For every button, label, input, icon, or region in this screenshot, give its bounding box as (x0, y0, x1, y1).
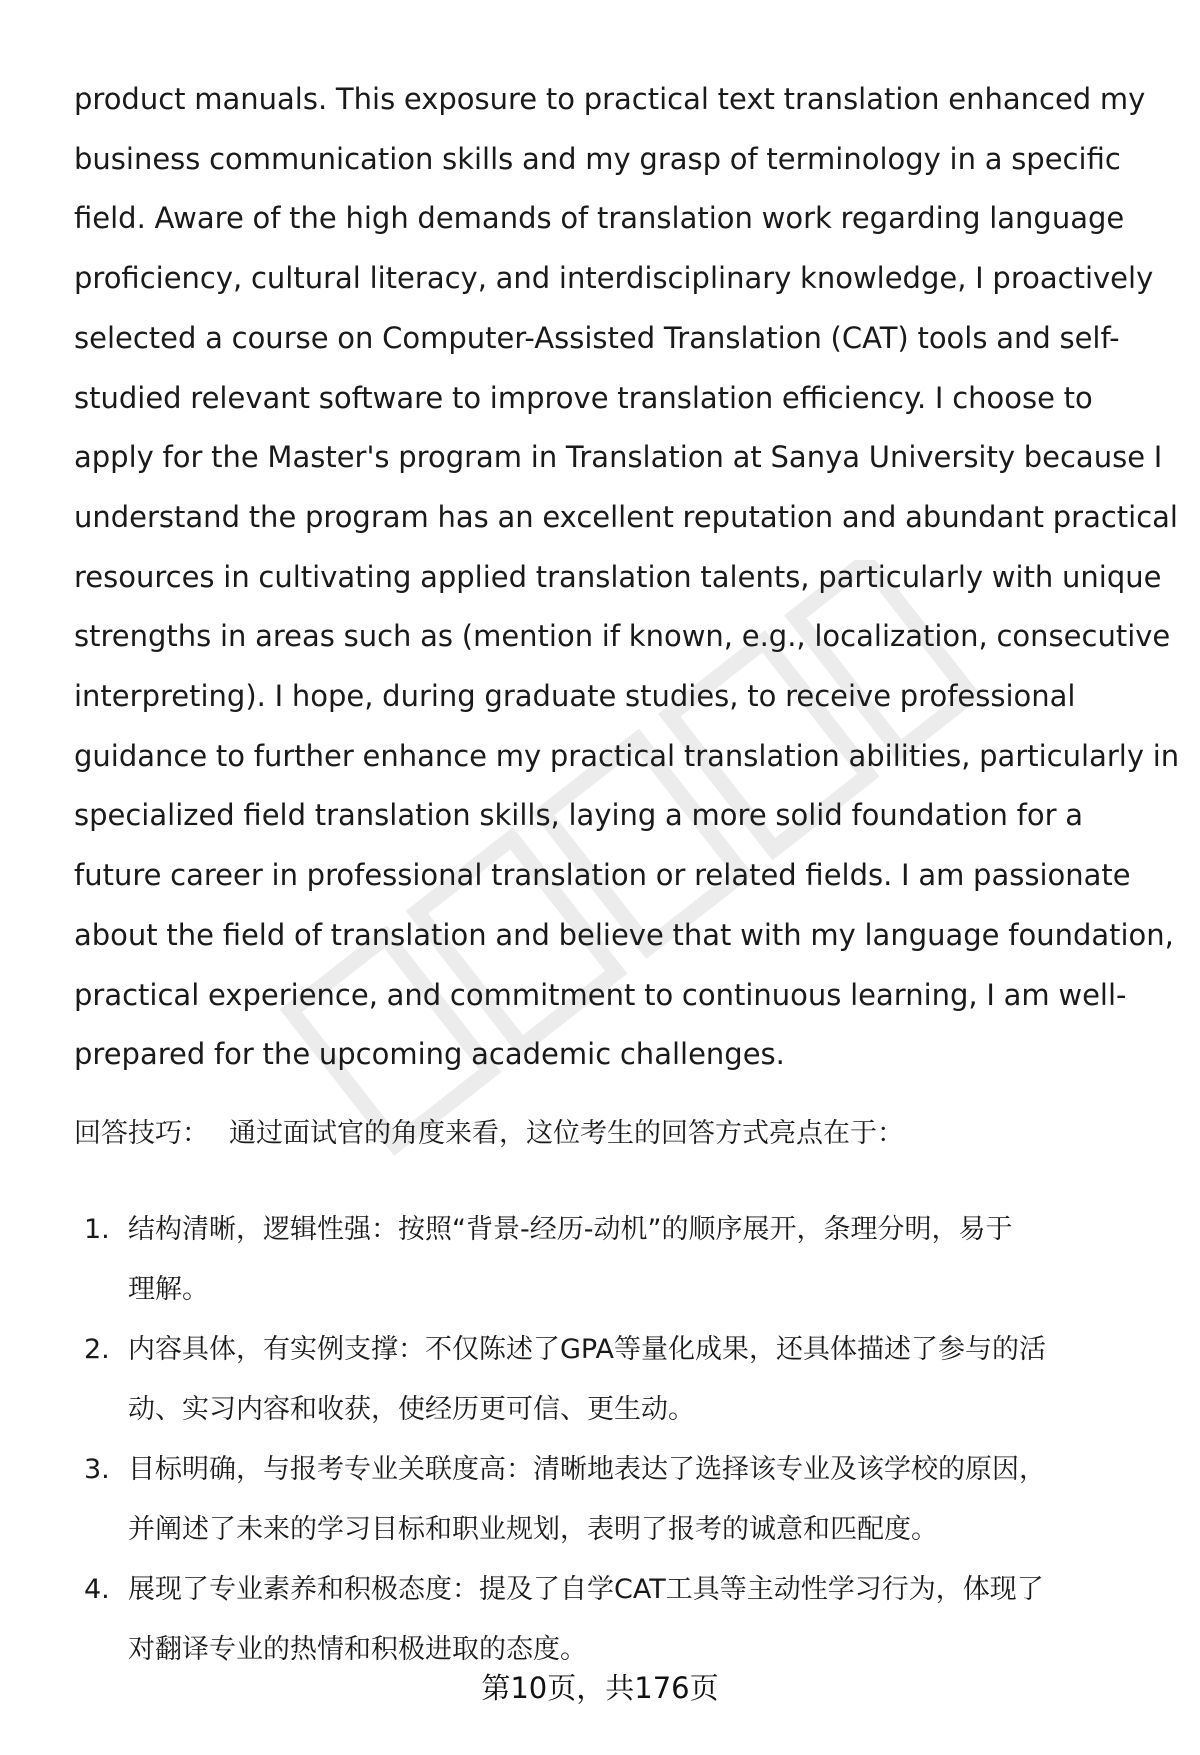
tip-line: 展现了专业素养和积极态度：提及了自学CAT工具等主动性学习行为，体现了 (128, 1574, 1044, 1605)
tip-item (0, 1320, 1200, 1440)
tip-text (128, 1200, 1148, 1320)
paragraph-line: field. Aware of the high demands of translation work regarding language (74, 201, 1125, 236)
tip-item (0, 1440, 1200, 1560)
tip-line: 并阐述了未来的学习目标和职业规划，表明了报考的诚意和匹配度。 (128, 1514, 938, 1545)
page-number-footer: 第10页，共176页 (481, 1671, 719, 1705)
paragraph-line: studied relevant software to improve translation efficiency. I choose to (74, 380, 1093, 415)
paragraph-line: proficiency, cultural literacy, and interdisciplinary knowledge, I proactively (74, 261, 1154, 296)
tips-intro: 通过面试官的角度来看，这位考生的回答方式亮点在于： (229, 1118, 904, 1149)
paragraph-line: about the field of translation and believe that with my language foundation, (74, 917, 1174, 952)
paragraph-line: resources in cultivating applied translation talents, particularly with unique (74, 559, 1162, 594)
paragraph-line: product manuals. This exposure to practical text translation enhanced my (74, 82, 1146, 116)
tip-text (128, 1440, 1148, 1560)
tip-number: 1. (84, 1214, 110, 1245)
tips-label: 回答技巧： (74, 1118, 209, 1149)
paragraph-line: practical experience, and commitment to continuous learning, I am well- (74, 977, 1127, 1012)
tip-text (128, 1560, 1148, 1680)
tip-number: 4. (84, 1574, 110, 1605)
paragraph-line: specialized field translation skills, laying a more solid foundation for a (74, 798, 1083, 833)
tip-number: 2. (84, 1334, 110, 1365)
tip-text (128, 1320, 1148, 1440)
paragraph-line: strengths in areas such as (mention if known, e.g., localization, consecutive (74, 619, 1171, 654)
tip-item (0, 1200, 1200, 1320)
tip-line: 理解。 (128, 1274, 209, 1305)
paragraph-line: apply for the Master's program in Translation at Sanya University because I (74, 440, 1163, 475)
tip-number: 3. (84, 1454, 110, 1485)
paragraph-line: understand the program has an excellent reputation and abundant practical (74, 499, 1178, 534)
body-paragraph (74, 70, 1180, 1085)
paragraph-line: guidance to further enhance my practical translation abilities, particularly in (74, 738, 1180, 773)
tip-item (0, 1560, 1200, 1680)
tips-heading (74, 1114, 904, 1154)
paragraph-line: business communication skills and my grasp of terminology in a specific (74, 141, 1121, 176)
tip-line: 动、实习内容和收获，使经历更可信、更生动。 (128, 1394, 695, 1425)
paragraph-line: selected a course on Computer-Assisted Translation (CAT) tools and self- (74, 320, 1120, 355)
tip-line: 目标明确，与报考专业关联度高：清晰地表达了选择该专业及该学校的原因， (128, 1454, 1046, 1485)
paragraph-line: prepared for the upcoming academic challenges. (74, 1037, 785, 1072)
tip-line: 结构清晰，逻辑性强：按照“背景-经历-动机”的顺序展开，条理分明，易于 (128, 1214, 1013, 1245)
tip-line: 对翻译专业的热情和积极进取的态度。 (128, 1634, 587, 1665)
paragraph-line: future career in professional translation or related fields. I am passionate (74, 858, 1131, 893)
tip-line: 内容具体，有实例支撑：不仅陈述了GPA等量化成果，还具体描述了参与的活 (128, 1334, 1046, 1365)
paragraph-line: interpreting). I hope, during graduate studies, to receive professional (74, 679, 1076, 714)
